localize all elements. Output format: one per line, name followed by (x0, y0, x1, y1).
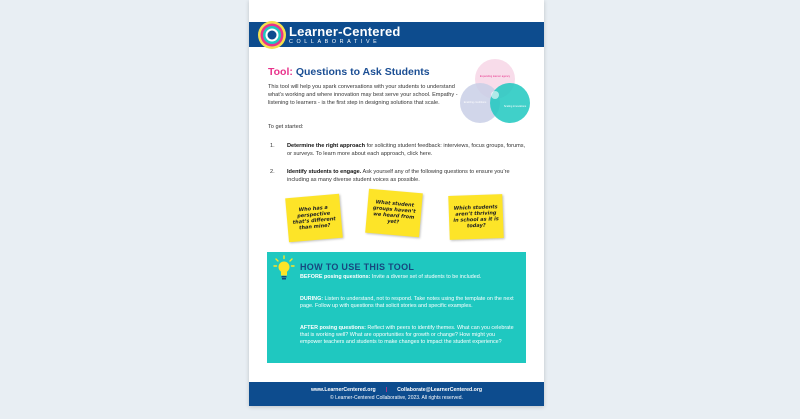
title-prefix: Tool: (268, 66, 293, 78)
get-started-label: To get started: (268, 124, 304, 130)
during-paragraph (300, 296, 516, 310)
brand-name: Learner-Centered (289, 24, 401, 39)
sticky-note-text: Which students aren’t thriving in school as it is today? (453, 203, 499, 230)
brand-subtitle: COLLABORATIVE (289, 39, 381, 45)
lightbulb-icon (273, 255, 295, 281)
footer-website-link[interactable]: www.LearnerCentered.org (310, 387, 376, 393)
how-to-title: HOW TO USE THIS TOOL (300, 262, 415, 272)
step-number: 2. (270, 169, 275, 175)
step-number: 1. (270, 143, 275, 149)
before-label: BEFORE posing questions: (300, 274, 371, 280)
after-label: AFTER posing questions: (300, 325, 366, 331)
sticky-note (448, 194, 504, 240)
footer-separator: | (385, 387, 388, 393)
after-paragraph (300, 325, 516, 347)
sticky-note (285, 194, 343, 243)
how-to-box (267, 252, 526, 363)
before-text: Invite a diverse set of students to be included. (370, 274, 482, 280)
venn-diagram (455, 57, 535, 129)
sticky-note-text: What student groups haven’t we heard from yet? (372, 198, 416, 226)
venn-label-left: Enabling conditions (463, 101, 487, 104)
sticky-note (365, 189, 423, 238)
step-text: Ask yourself any of the following questions to ensure you’re including as many diverse student voices as possible. (287, 169, 510, 183)
step-bold: Identify students to engage. (287, 169, 362, 175)
brand-logo-icon (257, 20, 287, 50)
before-paragraph (300, 274, 516, 281)
footer-links (249, 387, 544, 393)
intro-paragraph: This tool will help you spark conversations with your students to understand what’s working and where innovation may best serve your school. Empathy - listening to learners - is the first step in designing solutions that scale. (268, 84, 458, 106)
footer-email-link[interactable]: Collaborate@LearnerCentered.org (397, 387, 483, 393)
after-text: Reflect with peers to identify themes. What can you celebrate that is working well? What are opportunities for growth or change? How might you empower teachers and students to make changes to impact the student experience? (300, 325, 514, 346)
page-title (268, 66, 430, 78)
step-text: for soliciting student feedback: interviews, focus groups, forums, or surveys. To learn more about each approach, click here. (287, 143, 526, 157)
sticky-note-text: Who has a perspective that’s different than mine? (292, 204, 336, 232)
footer-copyright: © Learner-Centered Collaborative, 2023. All rights reserved. (330, 395, 463, 401)
during-label: DURING: (300, 296, 324, 302)
document-page (249, 0, 544, 406)
title-main: Questions to Ask Students (295, 66, 430, 78)
venn-label-right: Scaling innovations (503, 105, 527, 108)
venn-label-top: Expanding learner agency (479, 75, 511, 78)
brand-wordmark (289, 25, 401, 46)
step-bold: Determine the right approach (287, 143, 366, 149)
footer-bar (249, 382, 544, 406)
during-text: Listen to understand, not to respond. Take notes using the template on the next page. Follow up with questions that solicit stories and specific examples. (300, 296, 514, 310)
